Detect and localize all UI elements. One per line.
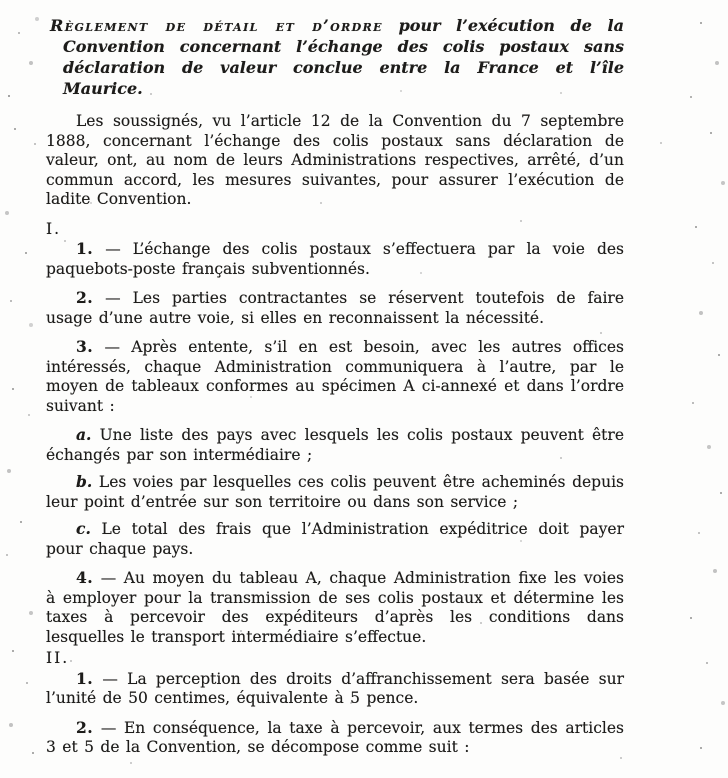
article-number: 1. <box>76 239 94 258</box>
article-text: — Après entente, s’il en est besoin, avec les autres offices intéressés, chaque Administration communiquera à l’autre, par le moyen de tableaux conformes au spécimen A ci-annexé et dans l’ordre suivant : <box>46 338 624 415</box>
article-text: — La perception des droits d’affranchissement sera basée sur l’unité de 50 centimes, équivalente à 5 pence. <box>46 669 624 707</box>
article-number: 1. <box>76 668 94 688</box>
intro-paragraph: Les soussignés, vu l’article 12 de la Convention du 7 septembre 1888, concernant l’échange des colis postaux sans déclaration de valeur, ont, au nom de leurs Administrations respectives, arrêté, d’un commun accord, les mesures suivantes, pour assurer l’exécution de ladite Convention. <box>46 112 624 208</box>
section1-article-2 <box>46 288 624 328</box>
subitem-letter: b. <box>76 472 93 491</box>
scan-noise-speckles <box>0 0 2 2</box>
subitem-text: Les voies par lesquelles ces colis peuvent être acheminés depuis leur point d’entrée sur son territoire ou dans son service ; <box>46 473 625 511</box>
article-text: — En conséquence, la taxe à percevoir, aux termes des articles 3 et 5 de la Convention, se décompose comme suit : <box>46 718 624 756</box>
article-text: — L’échange des colis postaux s’effectuera par la voie des paquebots-poste français subventionnés. <box>46 240 625 278</box>
heading-title: Règlement de détail et d’ordre <box>50 16 383 35</box>
section-1-title: I. <box>46 219 62 238</box>
document-content <box>46 15 624 767</box>
section1-article-1 <box>46 239 624 279</box>
section1-article-3 <box>46 337 624 416</box>
section2-article-1 <box>46 669 624 709</box>
section1-article-4 <box>46 568 624 647</box>
article-text: — Les parties contractantes se réservent toutefois de faire usage d’une autre voie, si elles en reconnaissent la nécessité. <box>46 289 624 327</box>
subitem-text: Le total des frais que l’Administration expéditrice doit payer pour chaque pays. <box>46 520 624 558</box>
article-number: 2. <box>76 717 94 737</box>
document-heading <box>50 15 624 99</box>
article-number: 4. <box>76 568 94 587</box>
article-number: 3. <box>76 337 94 356</box>
subitem-text: Une liste des pays avec lesquels les colis postaux peuvent être échangés par son intermédiaire ; <box>46 426 624 464</box>
subitem-letter: c. <box>76 519 91 538</box>
subitem-letter: a. <box>76 425 92 444</box>
section1-subitem-c <box>46 519 624 559</box>
section-2-title: II. <box>46 649 70 667</box>
article-text: — Au moyen du tableau A, chaque Administration fixe les voies à employer pour la transmission de ses colis postaux et détermine les taxes à percevoir des expéditeurs d’après les conditions dans lesquelles le transport intermédiaire s’effectue. <box>46 569 624 646</box>
article-number: 2. <box>76 288 94 307</box>
section2-article-2 <box>46 718 624 758</box>
heading-subtitle: pour l’exécution de la Convention concernant l’échange des colis postaux sans déclaration de valeur conclue entre la France et l’île Maurice. <box>63 16 624 98</box>
section1-subitem-a <box>46 425 624 465</box>
section1-subitem-b <box>46 472 624 512</box>
